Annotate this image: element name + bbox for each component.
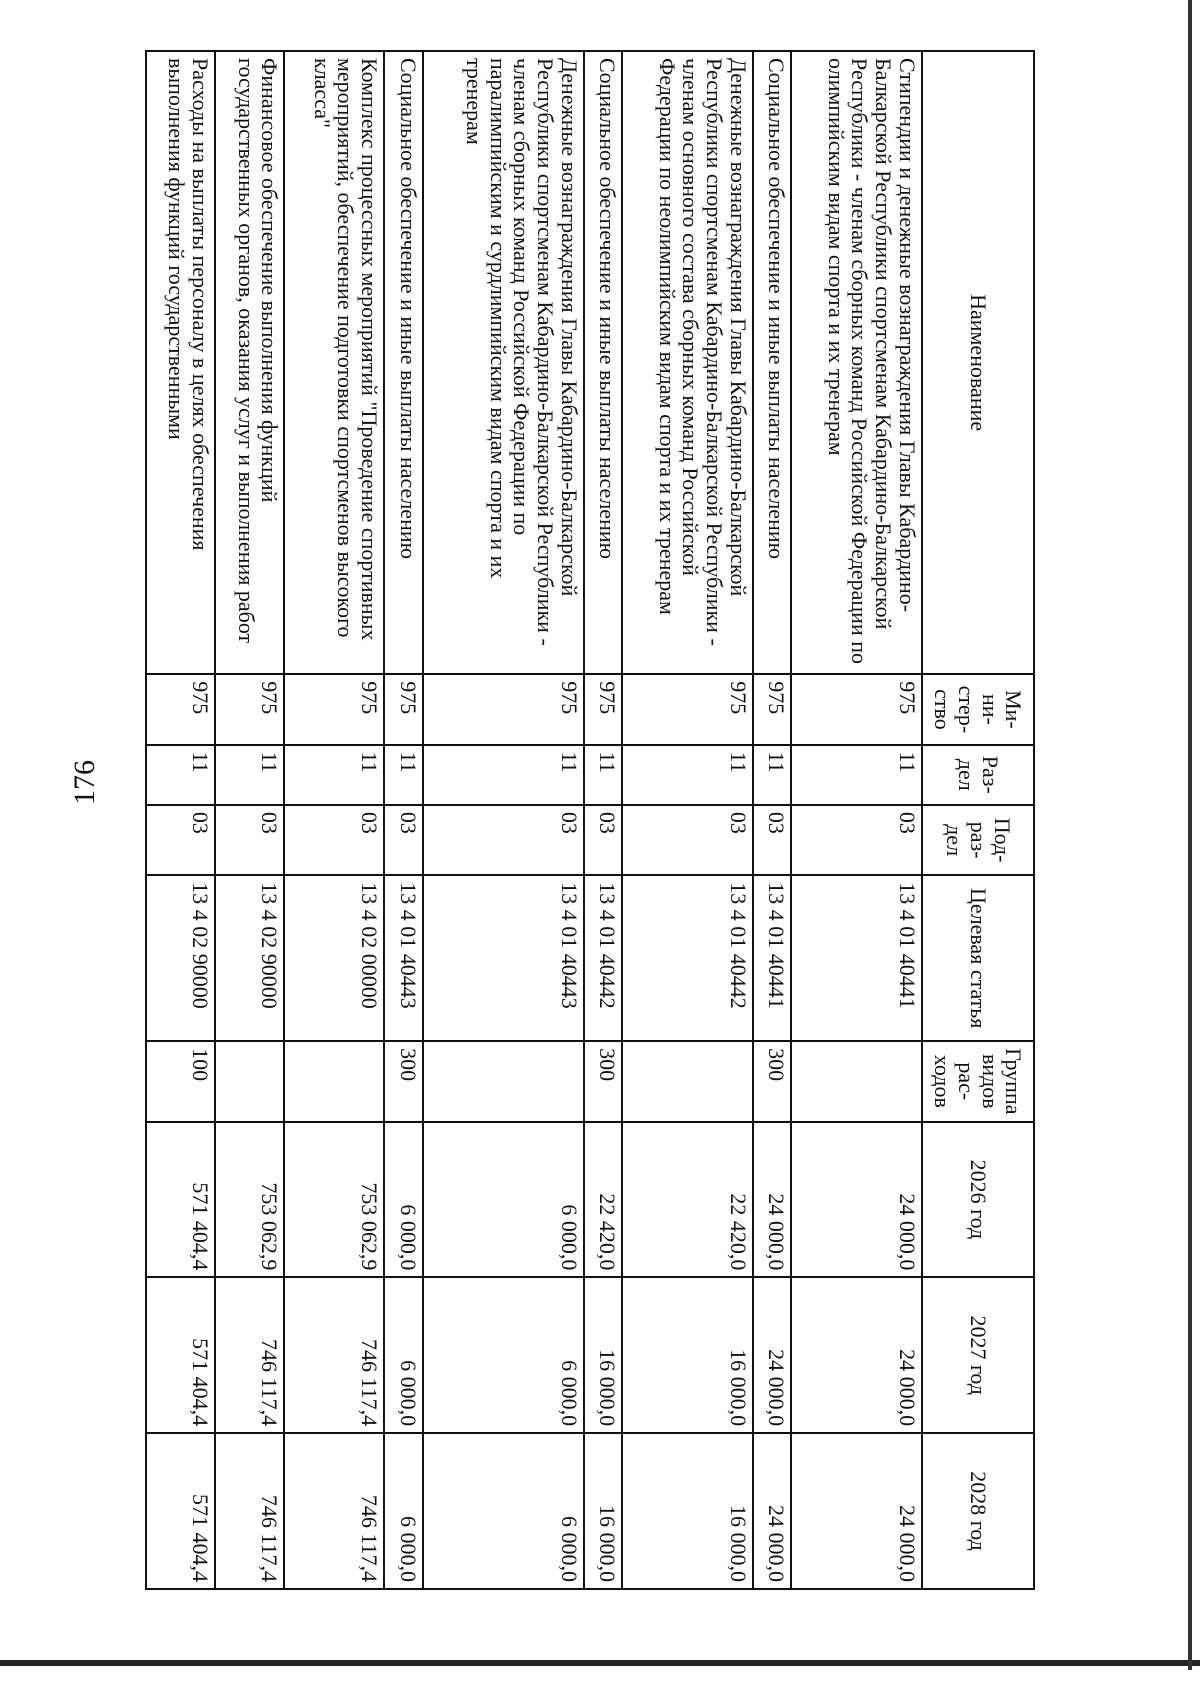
cell-2026: 753 062,9: [215, 1122, 284, 1278]
cell-target: 13 4 01 40442: [584, 875, 622, 1041]
cell-name: Социальное обеспечение и иные выплаты населению: [384, 51, 422, 674]
budget-table: [145, 50, 1035, 1590]
header-name: Наименование: [922, 51, 1034, 674]
header-2026: 2026 год: [922, 1122, 1034, 1278]
cell-subsection: 03: [384, 805, 422, 875]
cell-name: Комплекс процессных мероприятий "Проведение спортивных мероприятий, обеспечение подготовки спортсменов высокого класса": [284, 51, 384, 674]
cell-target: 13 4 02 90000: [215, 875, 284, 1041]
table-row: [753, 51, 791, 1589]
cell-section: 11: [384, 745, 422, 805]
cell-2027: 746 117,4: [215, 1277, 284, 1433]
cell-2028: 746 117,4: [284, 1433, 384, 1589]
cell-section: 11: [584, 745, 622, 805]
table-row: [791, 51, 922, 1589]
cell-name: Стипендии и денежные вознаграждения Главы Кабардино-Балкарской Республики спортсменам Кабардино-Балкарской Республики - членам сборных команд Российской Федерации по олимпийским видам спорта и их тренерам: [791, 51, 922, 674]
cell-target: 13 4 02 00000: [284, 875, 384, 1041]
cell-2027: 24 000,0: [791, 1277, 922, 1433]
cell-2026: 6 000,0: [423, 1122, 584, 1278]
table-row: [284, 51, 384, 1589]
table-row: [146, 51, 215, 1589]
cell-target: 13 4 01 40443: [423, 875, 584, 1041]
cell-target: 13 4 01 40442: [622, 875, 753, 1041]
header-section: Раз-дел: [922, 745, 1034, 805]
cell-2028: 6 000,0: [384, 1433, 422, 1589]
cell-ministry: 975: [791, 674, 922, 744]
cell-group: [284, 1041, 384, 1121]
cell-subsection: 03: [284, 805, 384, 875]
table-header-row: [922, 51, 1034, 1589]
cell-2026: 6 000,0: [384, 1122, 422, 1278]
cell-name: Социальное обеспечение и иные выплаты населению: [584, 51, 622, 674]
cell-2027: 6 000,0: [423, 1277, 584, 1433]
cell-2027: 24 000,0: [753, 1277, 791, 1433]
cell-ministry: 975: [753, 674, 791, 744]
cell-section: 11: [622, 745, 753, 805]
cell-target: 13 4 01 40443: [384, 875, 422, 1041]
cell-2028: 24 000,0: [753, 1433, 791, 1589]
cell-2028: 6 000,0: [423, 1433, 584, 1589]
cell-ministry: 975: [584, 674, 622, 744]
cell-2026: 24 000,0: [753, 1122, 791, 1278]
cell-2028: 24 000,0: [791, 1433, 922, 1589]
cell-2027: 571 404,4: [146, 1277, 215, 1433]
table-body: [146, 51, 922, 1589]
cell-group: 100: [146, 1041, 215, 1121]
cell-subsection: 03: [584, 805, 622, 875]
cell-target: 13 4 01 40441: [791, 875, 922, 1041]
cell-2026: 24 000,0: [791, 1122, 922, 1278]
cell-subsection: 03: [791, 805, 922, 875]
cell-section: 11: [215, 745, 284, 805]
cell-group: [215, 1041, 284, 1121]
cell-group: [423, 1041, 584, 1121]
cell-ministry: 975: [146, 674, 215, 744]
table-row: [384, 51, 422, 1589]
cell-section: 11: [146, 745, 215, 805]
cell-2027: 16 000,0: [622, 1277, 753, 1433]
cell-section: 11: [753, 745, 791, 805]
table-row: [423, 51, 584, 1589]
cell-2028: 16 000,0: [584, 1433, 622, 1589]
cell-subsection: 03: [423, 805, 584, 875]
cell-name: Денежные вознаграждения Главы Кабардино-Балкарской Республики спортсменам Кабардино-Балкарской Республики - членам сборных команд Российской Федерации по паралимпийским и сурдлимпийским видам спорта и их тренерам: [423, 51, 584, 674]
page-number: 176: [68, 760, 101, 805]
cell-subsection: 03: [753, 805, 791, 875]
cell-2027: 6 000,0: [384, 1277, 422, 1433]
cell-subsection: 03: [215, 805, 284, 875]
cell-section: 11: [423, 745, 584, 805]
cell-ministry: 975: [384, 674, 422, 744]
header-target: Целевая статья: [922, 875, 1034, 1041]
cell-target: 13 4 01 40441: [753, 875, 791, 1041]
cell-name: Расходы на выплаты персоналу в целях обеспечения выполнения функций государственными: [146, 51, 215, 674]
cell-2026: 22 420,0: [584, 1122, 622, 1278]
cell-group: 300: [753, 1041, 791, 1121]
cell-2028: 746 117,4: [215, 1433, 284, 1589]
cell-group: 300: [384, 1041, 422, 1121]
cell-group: [622, 1041, 753, 1121]
header-2027: 2027 год: [922, 1277, 1034, 1433]
header-ministry: Ми-ни-стер-ство: [922, 674, 1034, 744]
cell-ministry: 975: [215, 674, 284, 744]
cell-section: 11: [791, 745, 922, 805]
scan-bottom-edge: [0, 1660, 1200, 1666]
table-row: [215, 51, 284, 1589]
cell-2027: 746 117,4: [284, 1277, 384, 1433]
table-row: [584, 51, 622, 1589]
cell-2027: 16 000,0: [584, 1277, 622, 1433]
cell-name: Денежные вознаграждения Главы Кабардино-Балкарской Республики спортсменам Кабардино-Балкарской Республики - членам основного состава сборных команд Российской Федерации по неолимпийским видам спорта и их тренерам: [622, 51, 753, 674]
cell-section: 11: [284, 745, 384, 805]
cell-target: 13 4 02 90000: [146, 875, 215, 1041]
header-subsection: Под-раз-дел: [922, 805, 1034, 875]
cell-ministry: 975: [423, 674, 584, 744]
cell-name: Финансовое обеспечение выполнения функций государственных органов, оказания услуг и выполнения работ: [215, 51, 284, 674]
header-group: Группа видов рас-ходов: [922, 1041, 1034, 1121]
cell-group: [791, 1041, 922, 1121]
rotated-table-sheet: [145, 50, 1035, 1590]
cell-2026: 22 420,0: [622, 1122, 753, 1278]
cell-subsection: 03: [146, 805, 215, 875]
cell-ministry: 975: [284, 674, 384, 744]
cell-subsection: 03: [622, 805, 753, 875]
cell-2028: 16 000,0: [622, 1433, 753, 1589]
cell-2026: 753 062,9: [284, 1122, 384, 1278]
table-row: [622, 51, 753, 1589]
scan-right-edge: [1188, 0, 1192, 1670]
cell-ministry: 975: [622, 674, 753, 744]
cell-2026: 571 404,4: [146, 1122, 215, 1278]
cell-name: Социальное обеспечение и иные выплаты населению: [753, 51, 791, 674]
header-2028: 2028 год: [922, 1433, 1034, 1589]
cell-2028: 571 404,4: [146, 1433, 215, 1589]
cell-group: 300: [584, 1041, 622, 1121]
